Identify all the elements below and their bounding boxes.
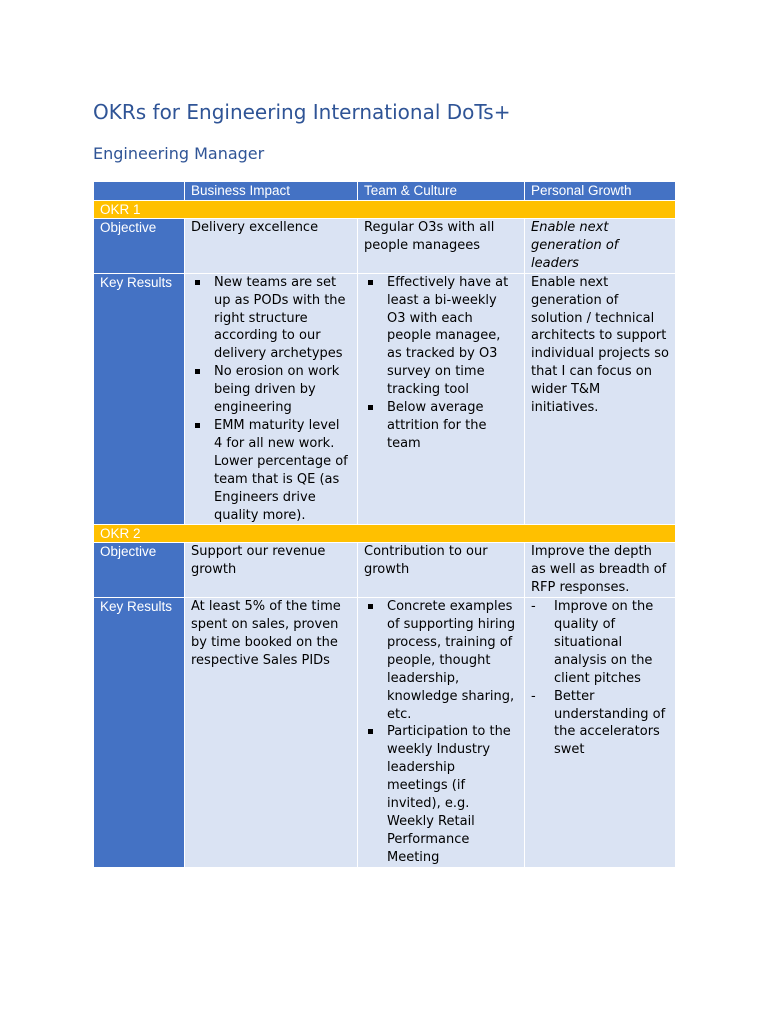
okr-table	[93, 181, 676, 868]
objective-personal-cell: Enable next generation of leaders	[525, 219, 676, 274]
list-item: - Improve on the quality of situational analysis on the client pitches	[554, 598, 669, 688]
objective-team-cell: Regular O3s with all people managees	[358, 219, 525, 274]
header-empty-cell	[94, 182, 185, 201]
list-item: No erosion on work being driven by engineering	[214, 363, 351, 417]
key-results-team-cell	[358, 598, 525, 868]
okr-band-row	[94, 201, 676, 219]
header-team-culture: Team & Culture	[358, 182, 525, 201]
objective-personal-cell: Improve the depth as well as breadth of RFP responses.	[525, 543, 676, 598]
objective-label: Objective	[94, 543, 185, 598]
okr-band-row	[94, 525, 676, 543]
key-results-personal-cell: Enable next generation of solution / technical architects to support individual projects so that I can focus on wider T&M initiatives.	[525, 273, 676, 525]
key-results-team-cell	[358, 273, 525, 525]
key-results-label: Key Results	[94, 273, 185, 525]
key-results-row	[94, 598, 676, 868]
objective-label: Objective	[94, 219, 185, 274]
page-subtitle: Engineering Manager	[93, 144, 265, 163]
key-results-row	[94, 273, 676, 525]
key-results-label: Key Results	[94, 598, 185, 868]
list-item: EMM maturity level 4 for all new work. Lower percentage of team that is QE (as Engineers drive quality more).	[214, 417, 351, 524]
header-personal-growth: Personal Growth	[525, 182, 676, 201]
key-results-list	[364, 274, 518, 453]
objective-business-cell: Delivery excellence	[185, 219, 358, 274]
list-item: Effectively have at least a bi-weekly O3 with each people managee, as tracked by O3 survey on time tracking tool	[387, 274, 518, 399]
page-title: OKRs for Engineering International DoTs+	[93, 100, 511, 124]
key-results-personal-cell	[525, 598, 676, 868]
trailing-text: swet	[554, 742, 585, 758]
key-results-business-cell: At least 5% of the time spent on sales, proven by time booked on the respective Sales PIDs	[185, 598, 358, 868]
key-results-list	[191, 274, 351, 525]
objective-row	[94, 219, 676, 274]
list-item: Participation to the weekly Industry leadership meetings (if invited), e.g. Weekly Retail Performance Meeting	[387, 723, 518, 866]
okr-band-label: OKR 2	[94, 525, 676, 543]
header-business-impact: Business Impact	[185, 182, 358, 201]
list-item: New teams are set up as PODs with the right structure according to our delivery archetypes	[214, 274, 351, 364]
key-results-business-cell	[185, 273, 358, 525]
objective-team-cell: Contribution to our growth	[358, 543, 525, 598]
list-item: - Better understanding of the accelerators	[554, 688, 669, 742]
table-header-row	[94, 182, 676, 201]
key-results-list	[531, 598, 669, 741]
okr-band-label: OKR 1	[94, 201, 676, 219]
objective-row	[94, 543, 676, 598]
list-item: Below average attrition for the team	[387, 399, 518, 453]
list-item: Concrete examples of supporting hiring process, training of people, thought leadership, knowledge sharing, etc.	[387, 598, 518, 723]
key-results-list	[364, 598, 518, 867]
objective-business-cell: Support our revenue growth	[185, 543, 358, 598]
